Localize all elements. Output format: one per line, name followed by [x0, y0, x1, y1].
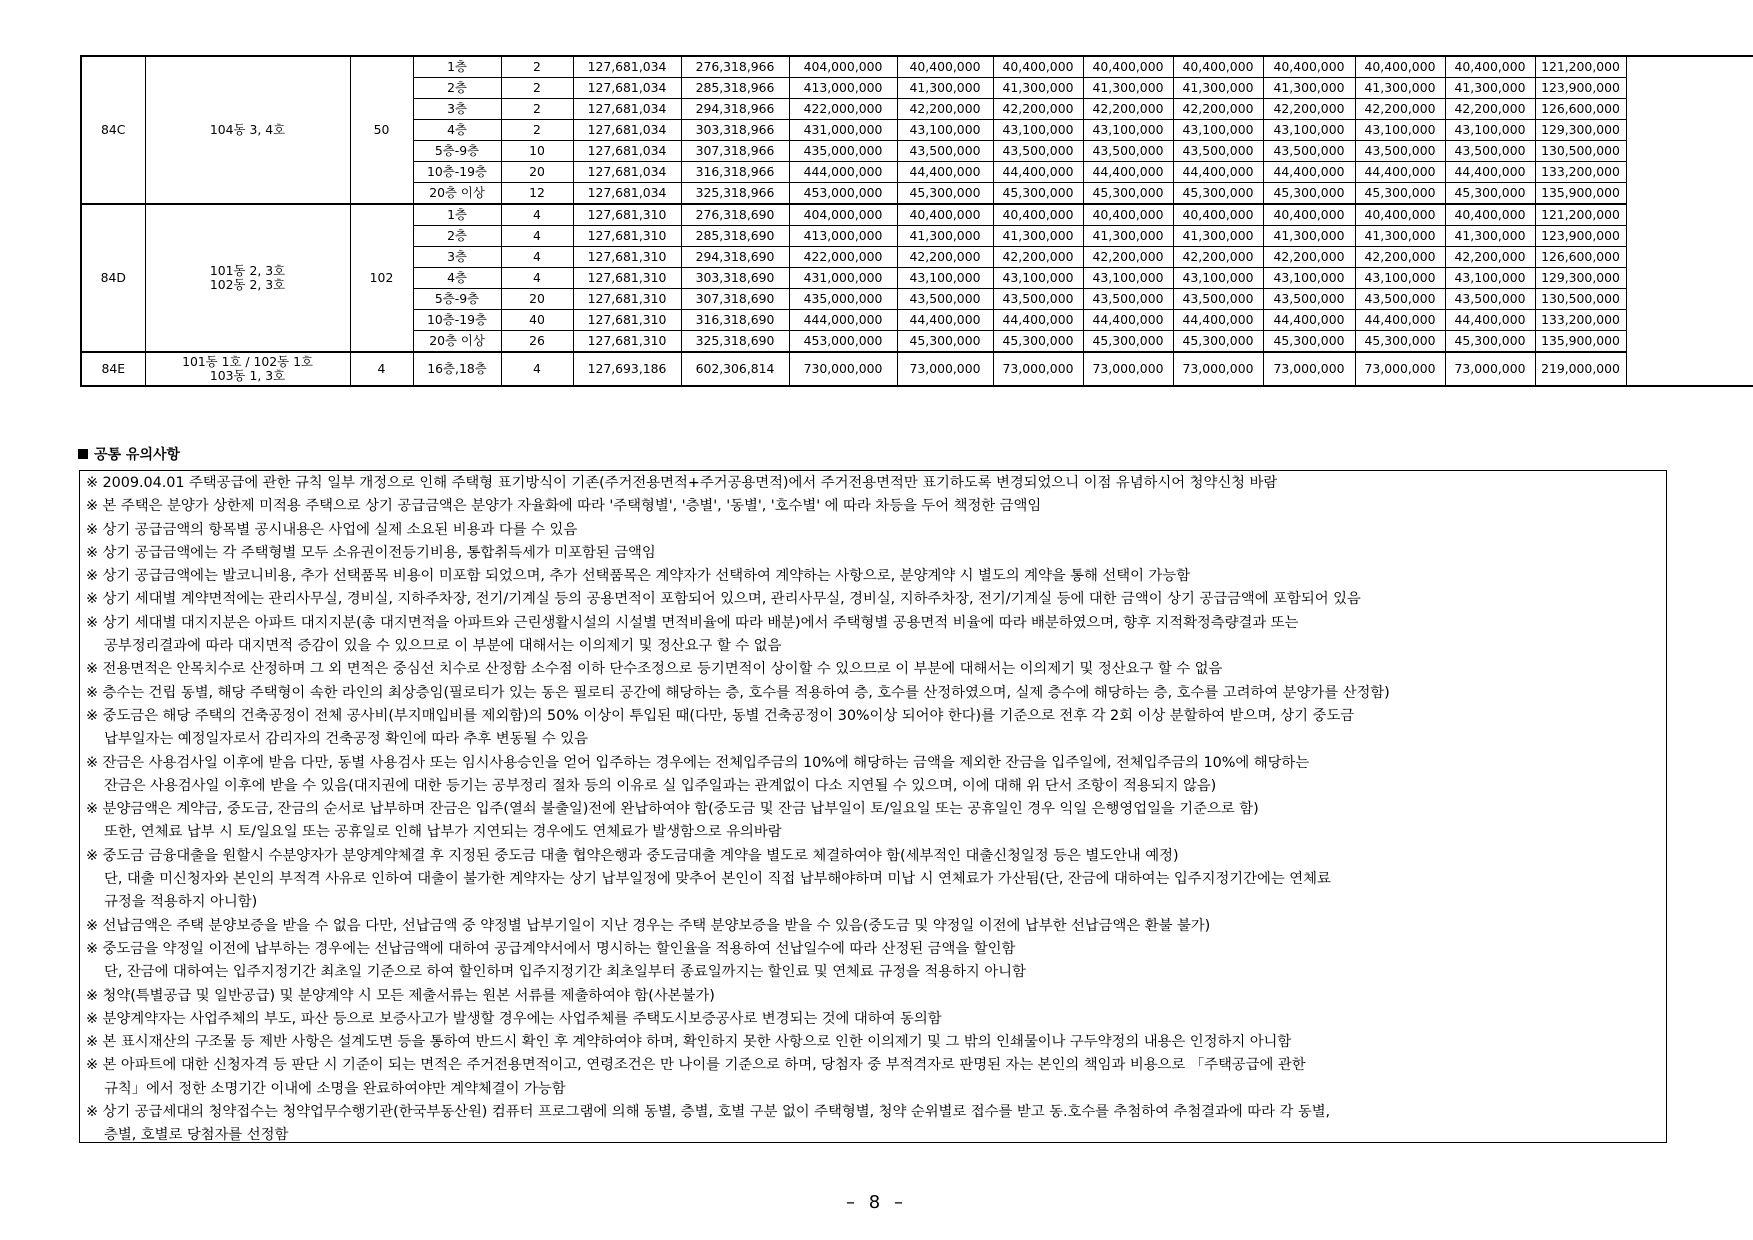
- table-cell: 316,318,966: [681, 162, 789, 183]
- table-cell: 20: [501, 162, 573, 183]
- housing-type-cell: 84C: [81, 56, 145, 204]
- table-cell: 40,400,000: [1445, 204, 1535, 226]
- note-line: ※ 중도금 금융대출을 원할시 수분양자가 분양계약체결 후 지정된 중도금 대출 협약은행과 중도금대출 계약을 별도로 체결하여야 함(세부적인 대출신청일정 등은 별도안내 예정): [86, 847, 1179, 864]
- units-cell: [145, 56, 350, 204]
- table-cell: 42,200,000: [993, 247, 1083, 268]
- table-cell: 43,500,000: [1263, 289, 1355, 310]
- table-cell: 43,500,000: [1355, 141, 1445, 162]
- table-cell: 42,200,000: [1355, 247, 1445, 268]
- table-cell: 40,400,000: [993, 204, 1083, 226]
- table-cell: 431,000,000: [789, 268, 897, 289]
- table-cell: 325,318,966: [681, 183, 789, 205]
- note-line: ※ 2009.04.01 주택공급에 관한 규칙 일부 개정으로 인해 주택형 표기방식이 기존(주거전용면적+주거공용면적)에서 주거전용면적만 표기하도록 변경되었으니 이점 유념하시어 청약신청 바람: [86, 475, 1278, 491]
- table-cell: 2층: [413, 226, 501, 247]
- table-cell: 41,300,000: [1445, 226, 1535, 247]
- table-cell: 42,200,000: [1173, 99, 1263, 120]
- table-cell: 44,400,000: [1083, 310, 1173, 331]
- table-cell: 41,300,000: [1445, 78, 1535, 99]
- table-cell: 453,000,000: [789, 183, 897, 205]
- table-cell: 45,300,000: [1083, 331, 1173, 353]
- note-line: 층별, 호별로 당첨자를 선정함: [104, 1127, 289, 1144]
- table-cell: 44,400,000: [1445, 310, 1535, 331]
- table-cell: 435,000,000: [789, 289, 897, 310]
- note-line: 납부일자는 예정일자로서 감리자의 건축공정 확인에 따라 추후 변동될 수 있음: [104, 731, 588, 748]
- table-cell: 41,300,000: [993, 226, 1083, 247]
- note-line: ※ 전용면적은 안목치수로 산정하며 그 외 면적은 중심선 치수로 산정함 소수점 이하 단수조정으로 등기면적이 상이할 수 있으므로 이 부분에 대해서는 이의제기 및 정산요구 할 수 없음: [86, 661, 1223, 678]
- table-cell: 127,681,034: [573, 99, 681, 120]
- table-cell: 453,000,000: [789, 331, 897, 353]
- table-cell: 4: [501, 247, 573, 268]
- table-cell: 43,100,000: [993, 120, 1083, 141]
- table-cell: 44,400,000: [993, 310, 1083, 331]
- table-row: [81, 56, 1753, 78]
- table-cell: 127,681,310: [573, 331, 681, 353]
- table-cell: 285,318,690: [681, 226, 789, 247]
- table-cell: 40,400,000: [1173, 204, 1263, 226]
- note-line: ※ 선납금액은 주택 분양보증을 받을 수 없음 다만, 선납금액 중 약정별 납부기일이 지난 경우는 주택 분양보증을 받을 수 있음(중도금 및 약정일 이전에 납부한 선납금액은 환불 불가): [86, 917, 1211, 934]
- table-cell: 44,400,000: [1173, 310, 1263, 331]
- table-cell: 127,693,186: [573, 352, 681, 386]
- table-cell: 43,100,000: [1083, 268, 1173, 289]
- table-cell: 3층: [413, 99, 501, 120]
- notes-box: [79, 470, 1667, 1143]
- table-cell: 730,000,000: [789, 352, 897, 386]
- note-line: ※ 중도금은 해당 주택의 건축공정이 전체 공사비(부지매입비를 제외함)의 50% 이상이 투입된 때(다만, 동별 건축공정이 30%이상 되어야 한다)를 기준으로 전후 각 2회 이상 분할하여 받으며, 상기 중도금: [86, 707, 1355, 724]
- table-cell: 44,400,000: [1173, 162, 1263, 183]
- table-cell: 121,200,000: [1535, 204, 1626, 226]
- table-cell: 73,000,000: [993, 352, 1083, 386]
- unit-line: 104동 3, 4호: [209, 122, 286, 137]
- table-cell: 41,300,000: [1083, 78, 1173, 99]
- table-cell: 45,300,000: [1263, 183, 1355, 205]
- table-cell: 43,500,000: [1355, 289, 1445, 310]
- table-cell: 45,300,000: [1173, 183, 1263, 205]
- table-cell: 127,681,310: [573, 247, 681, 268]
- table-cell: 40,400,000: [897, 56, 993, 78]
- table-cell: 20층 이상: [413, 183, 501, 205]
- note-line: ※ 분양금액은 계약금, 중도금, 잔금의 순서로 납부하며 잔금은 입주(열쇠 불출일)전에 완납하여야 함(중도금 및 잔금 납부일이 토/일요일 또는 공휴일인 경우 익일 은행영업일을 기준으로 함): [86, 801, 1259, 818]
- table-cell: 44,400,000: [993, 162, 1083, 183]
- table-cell: 135,900,000: [1535, 331, 1626, 353]
- table-cell: 45,300,000: [1445, 183, 1535, 205]
- table-cell: 12: [501, 183, 573, 205]
- table-cell: 44,400,000: [1355, 162, 1445, 183]
- table-cell: 44,400,000: [897, 310, 993, 331]
- table-cell: 43,100,000: [1263, 268, 1355, 289]
- table-cell: 45,300,000: [897, 183, 993, 205]
- note-line: 단, 잔금에 대하여는 입주지정기간 최초일 기준으로 하여 할인하며 입주지정기간 최초일부터 종료일까지는 할인료 및 연체료 규정을 적용하지 아니함: [104, 964, 1026, 981]
- table-cell: 42,200,000: [1083, 99, 1173, 120]
- note-line: ※ 상기 세대별 계약면적에는 관리사무실, 경비실, 지하주차장, 전기/기계실 등의 공용면적이 포함되어 있으며, 관리사무실, 경비실, 지하주차장, 전기/기계실 등에 대한 금액이 상기 공급금액에 포함되어 있음: [86, 591, 1361, 608]
- table-cell: 42,200,000: [1445, 247, 1535, 268]
- note-line: 규정을 적용하지 아니함): [104, 894, 258, 911]
- table-cell: 43,500,000: [1173, 141, 1263, 162]
- table-cell: 45,300,000: [993, 331, 1083, 353]
- table-cell: 127,681,034: [573, 120, 681, 141]
- table-cell: 41,300,000: [993, 78, 1083, 99]
- table-cell: 26: [501, 331, 573, 353]
- table-cell: 5층-9층: [413, 289, 501, 310]
- table-cell: 4: [501, 226, 573, 247]
- table-cell: 43,100,000: [1173, 120, 1263, 141]
- table-cell: 41,300,000: [897, 78, 993, 99]
- table-cell: 41,300,000: [1355, 226, 1445, 247]
- table-cell: 2: [501, 78, 573, 99]
- table-cell: 20: [501, 289, 573, 310]
- notes-section-title: [78, 444, 180, 464]
- table-cell: 43,500,000: [993, 289, 1083, 310]
- page-number: – 8 –: [846, 1192, 907, 1213]
- table-cell: 40,400,000: [1445, 56, 1535, 78]
- table-cell: 43,100,000: [897, 120, 993, 141]
- table-cell: 435,000,000: [789, 141, 897, 162]
- note-line: ※ 상기 공급금액에는 각 주택형별 모두 소유권이전등기비용, 통합취득세가 미포함된 금액임: [86, 544, 656, 561]
- table-cell: 1층: [413, 56, 501, 78]
- table-cell: 40,400,000: [1083, 204, 1173, 226]
- note-line: ※ 본 표시재산의 구조물 등 제반 사항은 설계도면 등을 통하여 반드시 확인 후 계약하여야 하며, 확인하지 못한 사항으로 인한 이의제기 및 그 밖의 인쇄물이나 구두약정의 내용은 인정하지 아니함: [86, 1034, 1292, 1051]
- table-cell: 444,000,000: [789, 310, 897, 331]
- table-cell: 3층: [413, 247, 501, 268]
- table-cell: 41,300,000: [1173, 78, 1263, 99]
- note-line: ※ 상기 공급금액에는 발코니비용, 추가 선택품목 비용이 미포함 되었으며, 추가 선택품목은 계약자가 선택하여 계약하는 사항으로, 분양계약 시 별도의 계약을 통해 선택이 가능함: [86, 568, 1191, 585]
- table-cell: 40,400,000: [1263, 56, 1355, 78]
- note-line: ※ 중도금을 약정일 이전에 납부하는 경우에는 선납금액에 대하여 공급계약서에서 명시하는 할인율을 적용하여 선납일수에 따라 산정된 금액을 할인함: [86, 940, 1016, 957]
- table-cell: 10층-19층: [413, 162, 501, 183]
- units-cell: [145, 204, 350, 352]
- table-cell: 10: [501, 141, 573, 162]
- table-cell: 73,000,000: [1445, 352, 1535, 386]
- note-line: ※ 상기 공급금액의 항목별 공시내용은 사업에 실제 소요된 비용과 다를 수 있음: [86, 521, 578, 538]
- table-cell: 4: [501, 352, 573, 386]
- table-cell: 41,300,000: [1263, 226, 1355, 247]
- table-cell: 404,000,000: [789, 56, 897, 78]
- table-cell: 43,500,000: [993, 141, 1083, 162]
- square-bullet-icon: [78, 449, 88, 459]
- table-cell: 16층,18층: [413, 352, 501, 386]
- table-cell: 42,200,000: [993, 99, 1083, 120]
- table-cell: 413,000,000: [789, 78, 897, 99]
- table-cell: 133,200,000: [1535, 310, 1626, 331]
- table-cell: 40,400,000: [897, 204, 993, 226]
- housing-type-cell: 84E: [81, 352, 145, 386]
- table-cell: 44,400,000: [897, 162, 993, 183]
- table-cell: 42,200,000: [1355, 99, 1445, 120]
- table-cell: 43,100,000: [897, 268, 993, 289]
- note-line: 또한, 연체료 납부 시 토/일요일 또는 공휴일로 인해 납부가 지연되는 경우에도 연체료가 발생함으로 유의바람: [104, 824, 782, 841]
- table-cell: 40,400,000: [1083, 56, 1173, 78]
- table-cell: 2: [501, 56, 573, 78]
- table-cell: 42,200,000: [1083, 247, 1173, 268]
- table-cell: 43,100,000: [1355, 120, 1445, 141]
- table-row: [81, 204, 1753, 226]
- table-cell: 129,300,000: [1535, 268, 1626, 289]
- table-cell: 325,318,690: [681, 331, 789, 353]
- table-cell: 127,681,310: [573, 289, 681, 310]
- table-cell: 73,000,000: [897, 352, 993, 386]
- table-cell: 413,000,000: [789, 226, 897, 247]
- table-cell: 40,400,000: [1263, 204, 1355, 226]
- table-cell: 133,200,000: [1535, 162, 1626, 183]
- note-line: 공부정리결과에 따라 대지면적 증감이 있을 수 있으므로 이 부분에 대해서는 이의제기 및 정산요구 할 수 없음: [104, 638, 782, 655]
- table-cell: 127,681,034: [573, 78, 681, 99]
- table-cell: 45,300,000: [1355, 183, 1445, 205]
- table-cell: 42,200,000: [1445, 99, 1535, 120]
- table-cell: 4: [501, 268, 573, 289]
- note-line: 잔금은 사용검사일 이후에 받을 수 있음(대지권에 대한 등기는 공부정리 절차 등의 이유로 실 입주일과는 관계없이 다소 지연될 수 있으며, 이에 대해 위 단서 조항이 적용되지 않음): [104, 777, 1217, 794]
- table-cell: 127,681,310: [573, 310, 681, 331]
- table-cell: 422,000,000: [789, 99, 897, 120]
- table-cell: 10층-19층: [413, 310, 501, 331]
- unit-line: 103동 1, 3호: [209, 368, 286, 383]
- table-cell: 276,318,966: [681, 56, 789, 78]
- note-line: ※ 층수는 건립 동별, 해당 주택형이 속한 라인의 최상층임(필로티가 있는 동은 필로티 공간에 해당하는 층, 호수를 적용하여 층, 호수를 산정하였으며, 실제 층수에 해당하는 층, 호수를 고려하여 분양가를 산정함): [86, 684, 1390, 701]
- table-cell: 44,400,000: [1445, 162, 1535, 183]
- table-cell: 44,400,000: [1263, 310, 1355, 331]
- table-cell: 43,500,000: [1263, 141, 1355, 162]
- table-cell: 4층: [413, 120, 501, 141]
- note-line: ※ 상기 공급세대의 청약접수는 청약업무수행기관(한국부동산원) 컴퓨터 프로그램에 의해 동별, 층별, 호별 구분 없이 주택형별, 청약 순위별로 접수를 받고 동.호수를 추첨하여 추첨결과에 따라 각 동별,: [86, 1104, 1331, 1121]
- table-cell: 43,500,000: [897, 141, 993, 162]
- note-line: 단, 대출 미신청자와 본인의 부적격 사유로 인하여 대출이 불가한 계약자는 상기 납부일정에 맞추어 본인이 직접 납부해야하며 미납 시 연체료가 가산됨(단, 잔금에 대하여는 입주지정기간에는 연체료: [104, 871, 1331, 888]
- table-cell: 444,000,000: [789, 162, 897, 183]
- table-cell: 43,100,000: [1445, 120, 1535, 141]
- table-cell: 73,000,000: [1355, 352, 1445, 386]
- table-cell: 45,300,000: [1083, 183, 1173, 205]
- table-cell: 1층: [413, 204, 501, 226]
- price-table: [80, 55, 1753, 387]
- table-cell: 42,200,000: [1263, 99, 1355, 120]
- table-cell: 126,600,000: [1535, 247, 1626, 268]
- table-cell: 41,300,000: [1263, 78, 1355, 99]
- table-cell: 40,400,000: [993, 56, 1083, 78]
- note-line: ※ 본 주택은 분양가 상한제 미적용 주택으로 상기 공급금액은 분양가 자율화에 따라 '주택형별', '층별', '동별', '호수별' 에 따라 차등을 두어 책정한 금액임: [86, 498, 1042, 515]
- table-cell: 303,318,690: [681, 268, 789, 289]
- table-cell: 2: [501, 120, 573, 141]
- table-cell: 73,000,000: [1263, 352, 1355, 386]
- table-cell: 4층: [413, 268, 501, 289]
- table-cell: 43,100,000: [1083, 120, 1173, 141]
- unit-count-cell: 4: [350, 352, 413, 386]
- note-line: ※ 청약(특별공급 및 일반공급) 및 분양계약 시 모든 제출서류는 원본 서류를 제출하여야 함(사본불가): [86, 987, 715, 1004]
- table-cell: 41,300,000: [897, 226, 993, 247]
- table-cell: 130,500,000: [1535, 141, 1626, 162]
- table-cell: 2층: [413, 78, 501, 99]
- table-cell: 73,000,000: [1083, 352, 1173, 386]
- table-cell: 44,400,000: [1083, 162, 1173, 183]
- table-cell: 307,318,966: [681, 141, 789, 162]
- table-cell: 123,900,000: [1535, 226, 1626, 247]
- table-cell: 127,681,034: [573, 56, 681, 78]
- table-cell: 43,500,000: [897, 289, 993, 310]
- table-cell: 43,500,000: [1445, 289, 1535, 310]
- table-cell: 5층-9층: [413, 141, 501, 162]
- units-cell: [145, 352, 350, 386]
- note-line: ※ 잔금은 사용검사일 이후에 받음 다만, 동별 사용검사 또는 임시사용승인을 얻어 입주하는 경우에는 전체입주금의 10%에 해당하는 금액을 제외한 잔금을 입주일에, 전체입주금의 10%에 해당하는: [86, 754, 1310, 771]
- table-cell: 294,318,690: [681, 247, 789, 268]
- table-cell: 73,000,000: [1173, 352, 1263, 386]
- table-cell: 422,000,000: [789, 247, 897, 268]
- table-cell: 127,681,310: [573, 268, 681, 289]
- table-cell: 41,300,000: [1173, 226, 1263, 247]
- unit-line: 101동 1호 / 102동 1호: [182, 354, 313, 369]
- table-cell: 130,500,000: [1535, 289, 1626, 310]
- table-cell: 41,300,000: [1355, 78, 1445, 99]
- table-cell: 43,100,000: [1355, 268, 1445, 289]
- table-cell: 44,400,000: [1355, 310, 1445, 331]
- table-cell: 285,318,966: [681, 78, 789, 99]
- table-cell: 42,200,000: [1263, 247, 1355, 268]
- unit-line: 102동 2, 3호: [209, 277, 286, 292]
- table-cell: 43,500,000: [1083, 289, 1173, 310]
- housing-type-cell: 84D: [81, 204, 145, 352]
- table-cell: 127,681,310: [573, 204, 681, 226]
- table-cell: 20층 이상: [413, 331, 501, 353]
- table-cell: 40,400,000: [1355, 56, 1445, 78]
- table-cell: 40,400,000: [1173, 56, 1263, 78]
- note-line: 규칙」에서 정한 소명기간 이내에 소명을 완료하여야만 계약체결이 가능함: [104, 1080, 566, 1097]
- table-cell: 2: [501, 99, 573, 120]
- unit-line: 101동 2, 3호: [209, 263, 286, 278]
- table-cell: 431,000,000: [789, 120, 897, 141]
- table-cell: 45,300,000: [1263, 331, 1355, 353]
- table-cell: 43,100,000: [993, 268, 1083, 289]
- table-cell: 276,318,690: [681, 204, 789, 226]
- table-cell: 43,100,000: [1445, 268, 1535, 289]
- table-cell: 42,200,000: [1173, 247, 1263, 268]
- notes-title-text: 공통 유의사항: [94, 447, 181, 463]
- table-cell: 43,100,000: [1263, 120, 1355, 141]
- table-cell: 127,681,034: [573, 183, 681, 205]
- table-cell: 45,300,000: [1445, 331, 1535, 353]
- table-cell: 127,681,310: [573, 226, 681, 247]
- table-cell: 40: [501, 310, 573, 331]
- table-cell: 45,300,000: [1173, 331, 1263, 353]
- table-cell: 42,200,000: [897, 99, 993, 120]
- table-cell: 307,318,690: [681, 289, 789, 310]
- table-cell: 40,400,000: [1355, 204, 1445, 226]
- table-cell: 303,318,966: [681, 120, 789, 141]
- unit-count-cell: 50: [350, 56, 413, 204]
- table-cell: 294,318,966: [681, 99, 789, 120]
- table-cell: 43,500,000: [1083, 141, 1173, 162]
- table-cell: 44,400,000: [1263, 162, 1355, 183]
- table-cell: 123,900,000: [1535, 78, 1626, 99]
- table-cell: 127,681,034: [573, 162, 681, 183]
- note-line: ※ 상기 세대별 대지지분은 아파트 대지지분(총 대지면적을 아파트와 근린생활시설의 시설별 면적비율에 따라 배분)에서 주택형별 공용면적 비율에 따라 배분하였으며, 향후 지적확정측량결과 또는: [86, 614, 1299, 631]
- table-cell: 316,318,690: [681, 310, 789, 331]
- table-cell: 121,200,000: [1535, 56, 1626, 78]
- table-cell: 129,300,000: [1535, 120, 1626, 141]
- table-cell: 43,500,000: [1173, 289, 1263, 310]
- table-cell: 45,300,000: [993, 183, 1083, 205]
- table-cell: 42,200,000: [897, 247, 993, 268]
- table-cell: 45,300,000: [897, 331, 993, 353]
- table-cell: 404,000,000: [789, 204, 897, 226]
- table-cell: 41,300,000: [1083, 226, 1173, 247]
- table-cell: 126,600,000: [1535, 99, 1626, 120]
- note-line: ※ 분양계약자는 사업주체의 부도, 파산 등으로 보증사고가 발생할 경우에는 사업주체를 주택도시보증공사로 변경되는 것에 대하여 동의함: [86, 1010, 942, 1027]
- table-cell: 43,100,000: [1173, 268, 1263, 289]
- note-line: ※ 본 아파트에 대한 신청자격 등 판단 시 기준이 되는 면적은 주거전용면적이고, 연령조건은 만 나이를 기준으로 하며, 당첨자 중 부적격자로 판명된 자는 본인의 책임과 비용으로 「주택공급에 관한: [86, 1057, 1306, 1074]
- table-cell: 219,000,000: [1535, 352, 1626, 386]
- table-cell: 43,500,000: [1445, 141, 1535, 162]
- table-cell: 135,900,000: [1535, 183, 1626, 205]
- table-cell: 4: [501, 204, 573, 226]
- table-cell: 127,681,034: [573, 141, 681, 162]
- table-cell: 45,300,000: [1355, 331, 1445, 353]
- unit-count-cell: 102: [350, 204, 413, 352]
- table-row: [81, 352, 1753, 386]
- table-cell: 602,306,814: [681, 352, 789, 386]
